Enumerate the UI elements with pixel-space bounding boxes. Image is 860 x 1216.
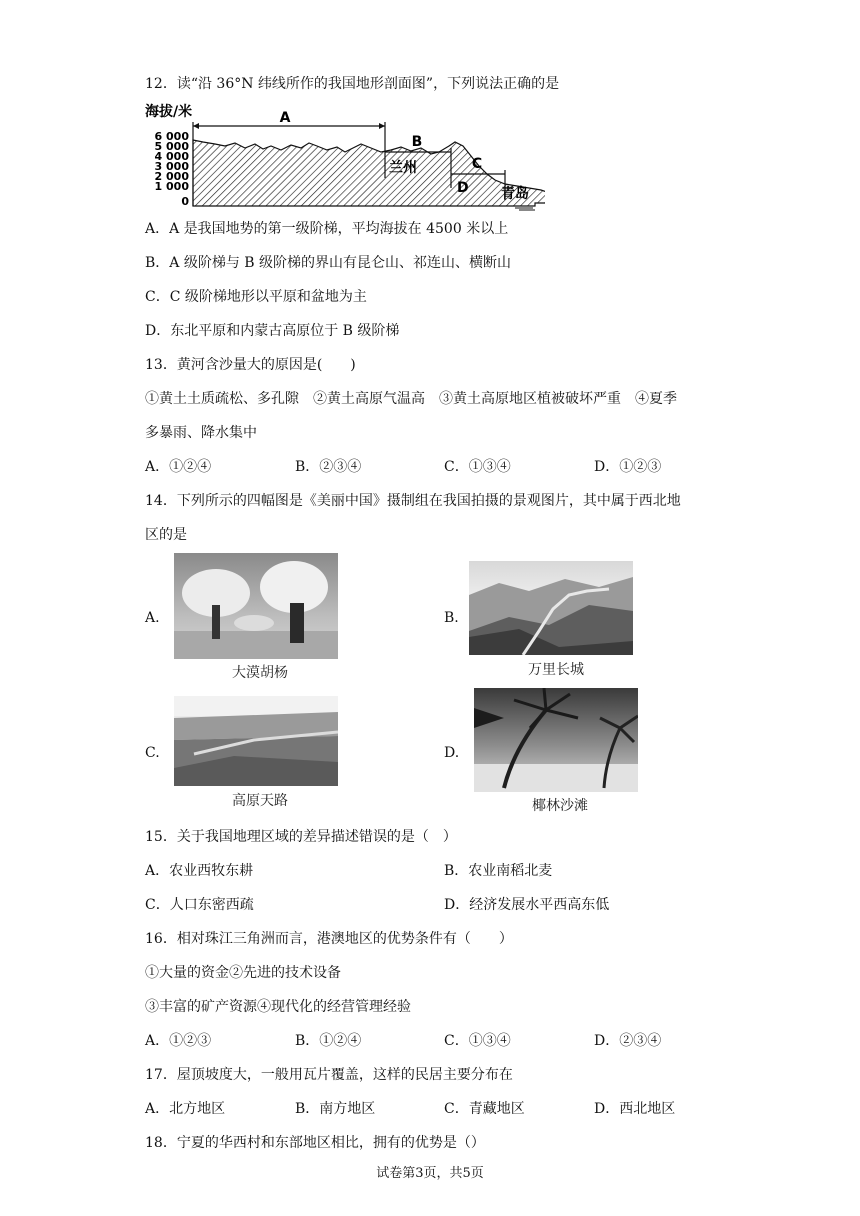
- q15-option-b: B．农业南稻北麦: [444, 863, 553, 879]
- label-c: C: [471, 156, 483, 172]
- great-wall-photo: [469, 561, 633, 655]
- q15-stem: 15．关于我国地理区域的差异描述错误的是（ ）: [145, 829, 457, 845]
- label-a: A: [279, 110, 291, 126]
- q16-desc-line2: ③丰富的矿产资源④现代化的经营管理经验: [145, 999, 411, 1015]
- q13-option-b: B．②③④: [295, 459, 362, 475]
- y-tick: 2 000: [154, 170, 189, 183]
- plateau-road-photo: [174, 696, 338, 786]
- q16-option-d: D．②③④: [594, 1033, 662, 1049]
- q14-option-d-letter: D.: [444, 745, 460, 761]
- y-tick: 3 000: [154, 160, 189, 173]
- q14-option-a-letter: A.: [145, 610, 160, 626]
- terrain-profile-area: [193, 140, 545, 206]
- arrow-left-icon: [193, 123, 199, 129]
- y-tick: 0: [181, 195, 189, 208]
- terrain-profile-figure: [145, 100, 545, 212]
- q15-option-d: D．经济发展水平西高东低: [444, 897, 610, 913]
- q13-option-d: D．①②③: [594, 459, 662, 475]
- label-d: D: [457, 180, 469, 196]
- q13-stem: 13．黄河含沙量大的原因是( ): [145, 357, 356, 373]
- q13-desc-line2: 多暴雨、降水集中: [145, 425, 257, 441]
- y-tick: 6 000: [154, 130, 189, 143]
- q17-option-d: D．西北地区: [594, 1101, 676, 1117]
- q14-option-b-caption: 万里长城: [528, 662, 584, 678]
- q17-option-b: B．南方地区: [295, 1101, 376, 1117]
- q16-option-c: C．①③④: [444, 1033, 511, 1049]
- q13-option-a: A．①②④: [145, 459, 212, 475]
- q14-option-c-caption: 高原天路: [232, 793, 288, 809]
- q18-stem: 18．宁夏的华西村和东部地区相比，拥有的优势是（）: [145, 1135, 485, 1151]
- y-tick: 5 000: [154, 140, 189, 153]
- q14-option-b-letter: B.: [444, 610, 459, 626]
- coconut-beach-photo: [474, 688, 638, 792]
- q17-option-c: C．青藏地区: [444, 1101, 525, 1117]
- arrow-right-icon: [379, 123, 385, 129]
- city-lanzhou: 兰州: [389, 160, 417, 176]
- q12-option-a: A．A 是我国地势的第一级阶梯，平均海拔在 4500 米以上: [145, 221, 509, 237]
- q14-option-d-caption: 椰林沙滩: [532, 798, 588, 814]
- q16-desc-line1: ①大量的资金②先进的技术设备: [145, 965, 341, 981]
- q12-option-d: D．东北平原和内蒙古高原位于 B 级阶梯: [145, 323, 400, 339]
- page-footer: 试卷第3页，共5页: [376, 1166, 484, 1181]
- q12-option-c: C．C 级阶梯地形以平原和盆地为主: [145, 289, 367, 305]
- q14-stem-line1: 14．下列所示的四幅图是《美丽中国》摄制组在我国拍摄的景观图片，其中属于西北地: [145, 493, 681, 509]
- q16-stem: 16．相对珠江三角洲而言，港澳地区的优势条件有（ ）: [145, 931, 513, 947]
- q14-option-c-letter: C.: [145, 745, 160, 761]
- desert-poplar-photo: [174, 553, 338, 659]
- q17-option-a: A．北方地区: [145, 1101, 226, 1117]
- q17-stem: 17．屋顶坡度大，一般用瓦片覆盖，这样的民居主要分布在: [145, 1067, 513, 1083]
- q14-stem-line2: 区的是: [145, 527, 187, 543]
- q16-option-a: A．①②③: [145, 1033, 212, 1049]
- label-b: B: [411, 134, 423, 150]
- city-qingdao: 青岛: [501, 186, 529, 202]
- q12-option-b: B．A 级阶梯与 B 级阶梯的界山有昆仑山、祁连山、横断山: [145, 255, 512, 271]
- y-axis-label: 海拔/米: [145, 104, 193, 120]
- y-tick: 4 000: [154, 150, 189, 163]
- q15-option-c: C．人口东密西疏: [145, 897, 254, 913]
- q14-option-a-caption: 大漠胡杨: [232, 665, 288, 681]
- q12-stem: 12．读“沿 36°N 纬线所作的我国地形剖面图”，下列说法正确的是: [145, 76, 560, 92]
- terrain-profile-svg: [145, 100, 545, 212]
- q16-option-b: B．①②④: [295, 1033, 362, 1049]
- q13-option-c: C．①③④: [444, 459, 511, 475]
- y-tick: 1 000: [154, 180, 189, 193]
- q13-desc-line1: ①黄土土质疏松、多孔隙 ②黄土高原气温高 ③黄土高原地区植被破坏严重 ④夏季: [145, 391, 677, 407]
- q15-option-a: A．农业西牧东耕: [145, 863, 254, 879]
